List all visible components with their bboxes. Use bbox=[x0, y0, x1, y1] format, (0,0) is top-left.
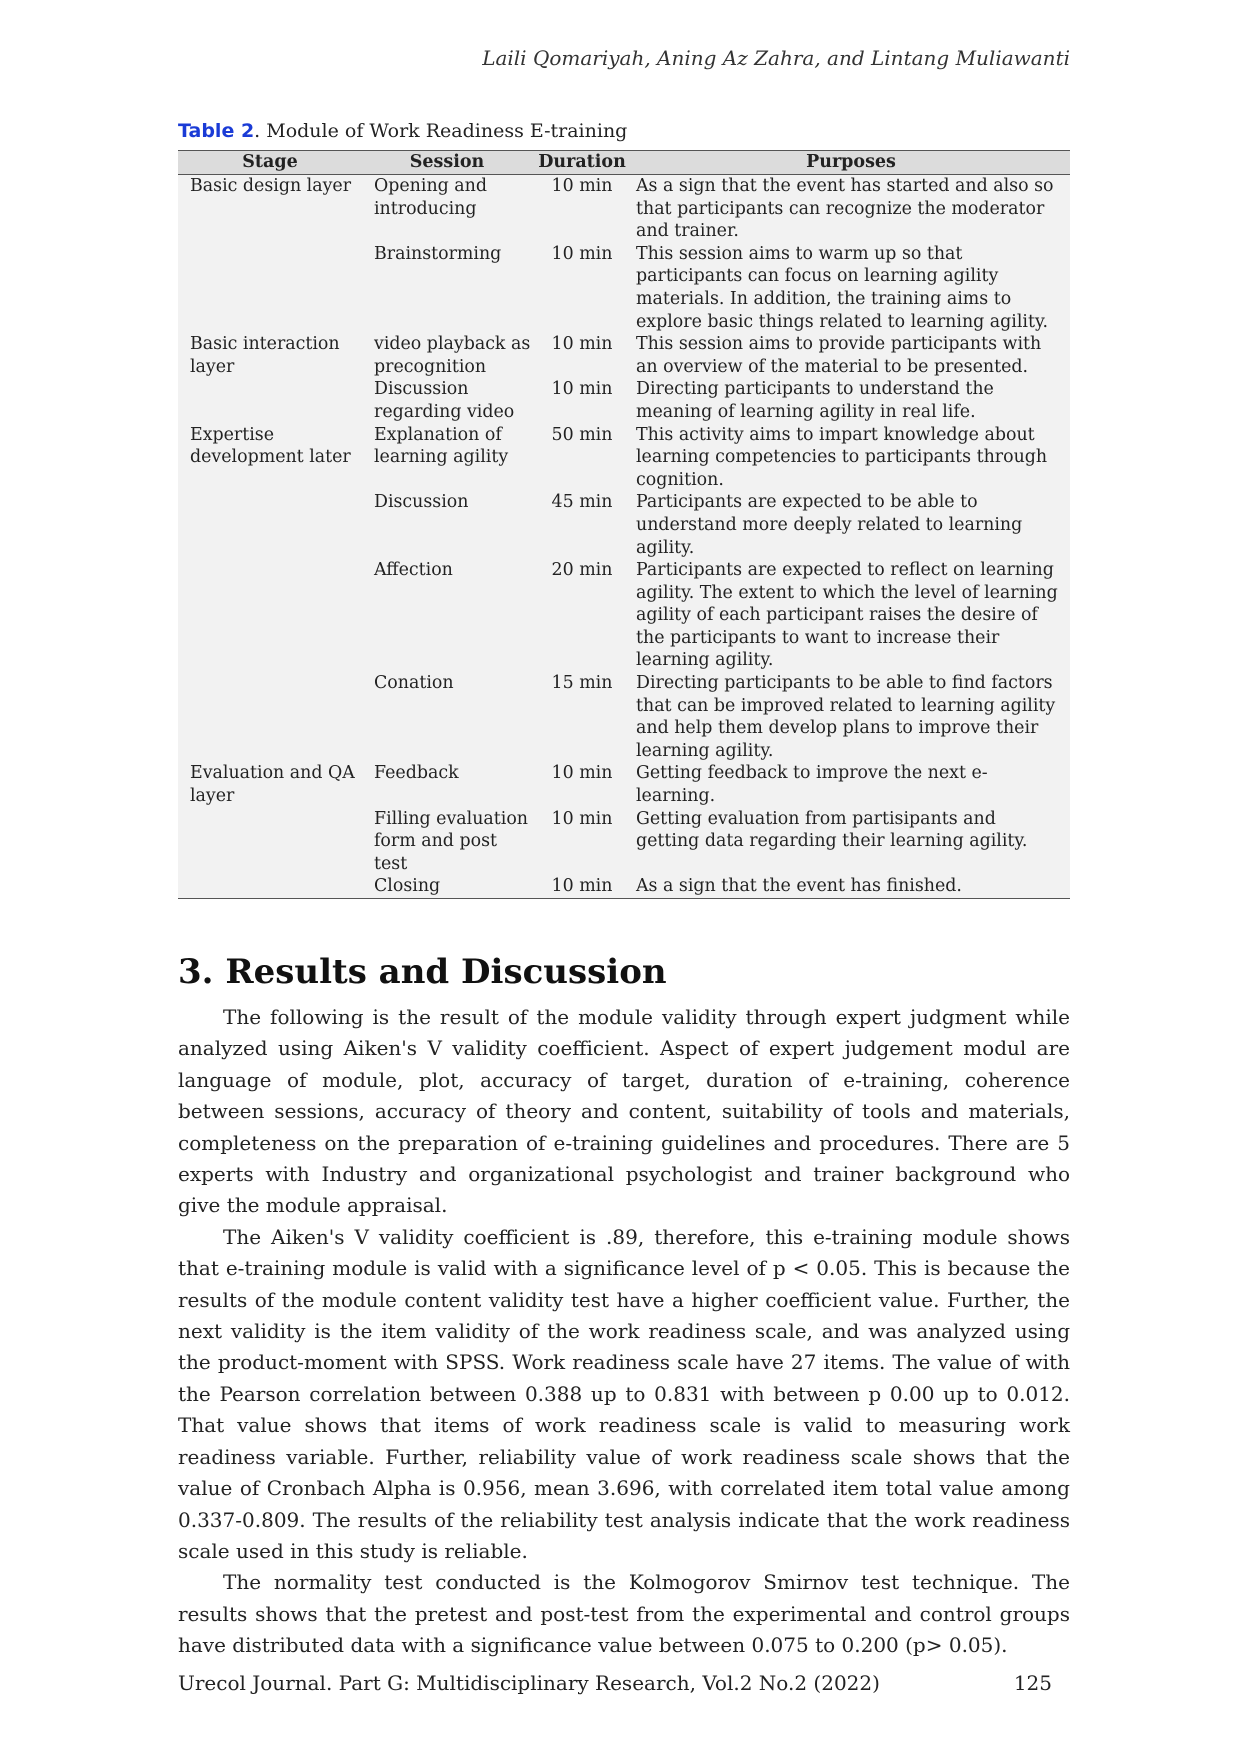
duration-cell: 10 min bbox=[551, 243, 613, 264]
stage-cell: Expertise development later bbox=[190, 424, 351, 468]
paragraph: The Aiken's V validity coefficient is .89, therefore, this e-training module shows that e-training module is valid with a significance level of p < 0.05. This is because the results of the module content validity test have a higher coefficient value. Further, the next validity is the item validity of the work readiness scale, and was analyzed using the product-moment with SPSS. Work readiness scale have 27 items. The value of with the Pearson correlation between 0.388 up to 0.831 with between p 0.00 up to 0.012. That value shows that items of work readiness scale is valid to measuring work readiness variable. Further, reliability value of work readiness scale shows that the value of Cronbach Alpha is 0.956, mean 3.696, with correlated item total value among 0.337-0.809. The results of the reliability test analysis indicate that the work readiness scale used in this study is reliable. bbox=[178, 1224, 1070, 1563]
journal-citation: Urecol Journal. Part G: Multidisciplinary Research, Vol.2 No.2 (2022) bbox=[178, 1671, 880, 1695]
purpose-cell: Getting feedback to improve the next e-learning. bbox=[636, 763, 988, 807]
stage-cell bbox=[178, 378, 362, 423]
duration-cell: 10 min bbox=[551, 876, 613, 897]
session-cell: Conation bbox=[374, 673, 454, 694]
duration-cell: 10 min bbox=[551, 808, 613, 829]
session-cell: Filling evaluation form and post test bbox=[374, 808, 529, 874]
duration-cell: 10 min bbox=[551, 763, 613, 784]
session-cell: Brainstorming bbox=[374, 243, 502, 264]
purpose-cell: This session aims to warm up so that participants can focus on learning agility materials. In addition, the training aims to explore basic things related to learning agility. bbox=[636, 243, 1049, 332]
stage-cell bbox=[178, 808, 362, 876]
duration-cell: 10 min bbox=[551, 379, 613, 400]
table-row bbox=[178, 808, 1070, 876]
table-header-row bbox=[178, 151, 1070, 175]
purpose-cell: Participants are expected to reflect on learning agility. The extent to which the level of learning agility of each participant raises the desire of the participants to want to increase their learning agility. bbox=[636, 560, 1058, 671]
table-row bbox=[178, 243, 1070, 333]
session-cell: Affection bbox=[374, 560, 453, 581]
purpose-cell: Participants are expected to be able to understand more deeply related to learning agility. bbox=[636, 492, 1023, 558]
module-table-container bbox=[178, 150, 1070, 899]
table-caption bbox=[178, 120, 627, 142]
purpose-cell: As a sign that the event has started and also so that participants can recognize the moderator and trainer. bbox=[636, 176, 1054, 242]
stage-cell bbox=[178, 672, 362, 762]
purpose-cell: As a sign that the event has finished. bbox=[636, 876, 962, 897]
session-cell: Explanation of learning agility bbox=[374, 424, 509, 468]
purpose-cell: Directing participants to understand the meaning of learning agility in real life. bbox=[636, 379, 994, 422]
paragraph: The normality test conducted is the Kolmogorov Smirnov test technique. The results shows that the pretest and post-test from the experimental and control groups have distributed data with a significance value between 0.075 to 0.200 (p> 0.05). bbox=[178, 1570, 1070, 1658]
session-cell: Opening and introducing bbox=[374, 176, 488, 219]
column-header-stage: Stage bbox=[178, 151, 362, 175]
page-footer bbox=[178, 1671, 1052, 1695]
stage-cell bbox=[178, 559, 362, 672]
table-row bbox=[178, 333, 1070, 378]
table-row bbox=[178, 378, 1070, 423]
table-row bbox=[178, 875, 1070, 898]
page-number: 125 bbox=[1013, 1671, 1052, 1695]
purpose-cell: Directing participants to be able to find factors that can be improved related to learning agility and help them develop plans to improve their learning agility. bbox=[636, 673, 1056, 761]
stage-cell bbox=[178, 875, 362, 898]
duration-cell: 20 min bbox=[551, 560, 613, 581]
table-row bbox=[178, 491, 1070, 559]
session-cell: Discussion bbox=[374, 492, 469, 513]
duration-cell: 50 min bbox=[551, 424, 613, 445]
stage-cell: Basic interaction layer bbox=[190, 334, 340, 377]
duration-cell: 10 min bbox=[551, 176, 613, 196]
stage-cell: Basic design layer bbox=[190, 176, 352, 196]
session-cell: Discussion regarding video bbox=[374, 379, 515, 422]
table-row bbox=[178, 424, 1070, 492]
session-cell: video playback as precognition bbox=[374, 334, 531, 377]
purpose-cell: This session aims to provide participants with an overview of the material to be presented. bbox=[636, 334, 1042, 377]
session-cell: Closing bbox=[374, 876, 441, 897]
table-caption-text: . Module of Work Readiness E-training bbox=[254, 120, 628, 142]
purpose-cell: Getting evaluation from partisipants and getting data regarding their learning agility. bbox=[636, 808, 1028, 852]
stage-cell bbox=[178, 491, 362, 559]
table-caption-label: Table 2 bbox=[178, 120, 255, 142]
column-header-session: Session bbox=[362, 151, 532, 175]
duration-cell: 10 min bbox=[551, 334, 613, 355]
section-heading: 3. Results and Discussion bbox=[178, 952, 667, 992]
stage-cell: Evaluation and QA layer bbox=[190, 763, 355, 807]
column-header-purposes: Purposes bbox=[632, 151, 1070, 175]
session-cell: Feedback bbox=[374, 763, 459, 784]
purpose-cell: This activity aims to impart knowledge about learning competencies to participants through cognition. bbox=[636, 424, 1048, 490]
table-row bbox=[178, 175, 1070, 243]
running-header: Laili Qomariyah, Aning Az Zahra, and Lintang Muliawanti bbox=[482, 46, 1070, 70]
section-body bbox=[178, 1002, 1070, 1662]
paragraph: The following is the result of the module validity through expert judgment while analyzed using Aiken's V validity coefficient. Aspect of expert judgement modul are language of module, plot, accuracy of target, duration of e-training, coherence between sessions, accuracy of theory and content, suitability of tools and materials, completeness on the preparation of e-training guidelines and procedures. There are 5 experts with Industry and organizational psychologist and trainer background who give the module appraisal. bbox=[178, 1005, 1070, 1218]
duration-cell: 15 min bbox=[551, 673, 613, 694]
table-row bbox=[178, 559, 1070, 672]
table-row bbox=[178, 672, 1070, 762]
module-table bbox=[178, 150, 1070, 899]
table-row bbox=[178, 762, 1070, 807]
stage-cell bbox=[178, 243, 362, 333]
duration-cell: 45 min bbox=[551, 492, 613, 513]
column-header-duration: Duration bbox=[532, 151, 632, 175]
